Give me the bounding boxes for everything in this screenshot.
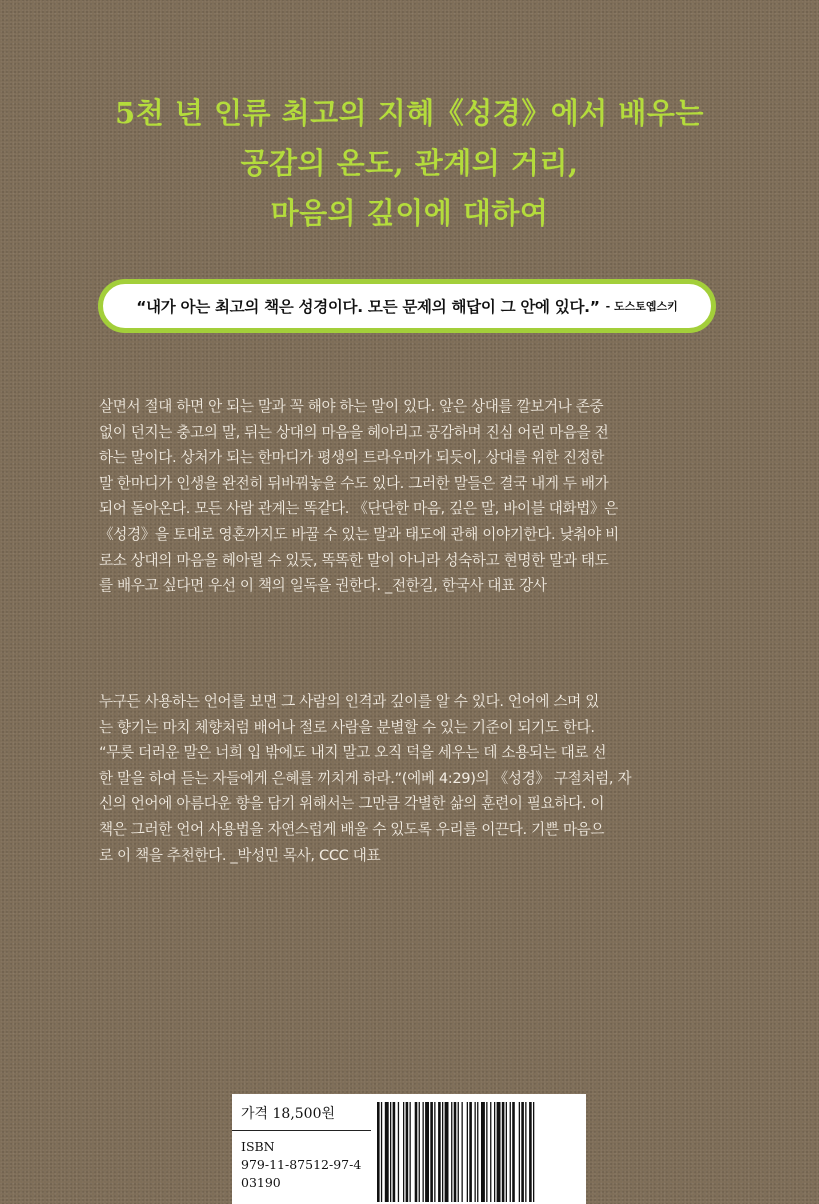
price-label: 가격 18,500원 (232, 1094, 371, 1131)
isbn-label: ISBN (241, 1139, 275, 1154)
paragraph-line: 되어 돌아온다. 모든 사람 관계는 똑같다. 《단단한 마음, 깊은 말, 바이블 대화법》은 (99, 500, 618, 518)
paragraph-line: 말 한마디가 인생을 완전히 뒤바꿔놓을 수도 있다. 그러한 말들은 결국 내게 두 배가 (99, 474, 609, 492)
paragraph-line: 는 향기는 마치 체향처럼 배어나 절로 사람을 분별할 수 있는 기준이 되기도 한다. (99, 718, 595, 736)
endorsement-paragraph-2 (99, 689, 721, 868)
paragraph-line: 로소 상대의 마음을 헤아릴 수 있듯, 똑똑한 말이 아니라 성숙하고 현명한 말과 태도 (99, 551, 609, 569)
headline-line-2: 공감의 온도, 관계의 거리, (240, 146, 579, 180)
quote-author: - 도스토옙스키 (605, 300, 678, 313)
paragraph-line: 없이 던지는 충고의 말, 뒤는 상대의 마음을 헤아리고 공감하며 진심 어린 마음을 전 (99, 423, 609, 441)
cover-headline (0, 88, 819, 238)
barcode-panel (232, 1094, 586, 1204)
paragraph-line: 하는 말이다. 상처가 되는 한마디가 평생의 트라우마가 되듯이, 상대를 위한 진정한 (99, 449, 605, 467)
paragraph-line: 누구든 사용하는 언어를 보면 그 사람의 인격과 깊이를 알 수 있다. 언어에 스며 있 (99, 693, 599, 710)
paragraph-line: 를 배우고 싶다면 우선 이 책의 일독을 권한다. _전한길, 한국사 대표 강사 (99, 577, 547, 595)
isbn-block (241, 1138, 361, 1192)
barcode-graphic (377, 1102, 579, 1202)
paragraph-line: 책은 그러한 언어 사용법을 자연스럽게 배울 수 있도록 우리를 이끈다. 기쁜 마음으 (99, 820, 605, 838)
quote-text: “내가 아는 최고의 책은 성경이다. 모든 문제의 해답이 그 안에 있다.” (136, 298, 600, 316)
isbn-number: 979-11-87512-97-4 (241, 1157, 362, 1172)
paragraph-line: 살면서 절대 하면 안 되는 말과 꼭 해야 하는 말이 있다. 앞은 상대를 깔보거나 존중 (99, 398, 604, 415)
paragraph-line: “무릇 더러운 말은 너희 입 밖에도 내지 말고 오직 덕을 세우는 데 소용되는 대로 선 (99, 744, 607, 762)
addon-code: 03190 (241, 1175, 281, 1190)
headline-line-1: 5천 년 인류 최고의 지혜《성경》에서 배우는 (115, 96, 704, 130)
quote-box (98, 279, 716, 333)
endorsement-paragraph-1 (99, 394, 721, 599)
paragraph-line: 신의 언어에 아름다운 향을 담기 위해서는 그만큼 각별한 삶의 훈련이 필요하다. 이 (99, 795, 605, 813)
paragraph-line: 한 말을 하여 듣는 자들에게 은혜를 끼치게 하라.”(에베 4:29)의 《성경》 구절처럼, 자 (99, 769, 632, 787)
paragraph-line: 로 이 책을 추천한다. _박성민 목사, CCC 대표 (99, 846, 381, 864)
paragraph-line: 《성경》을 토대로 영혼까지도 바꿀 수 있는 말과 태도에 관해 이야기한다. 낮춰야 비 (99, 525, 619, 543)
headline-line-3: 마음의 깊이에 대하여 (270, 196, 549, 230)
